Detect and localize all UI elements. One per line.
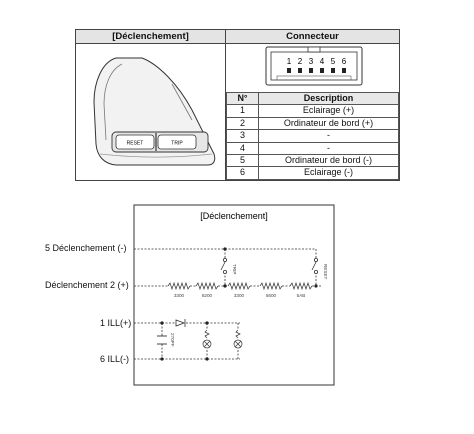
- pin-no: 6: [227, 167, 259, 179]
- resistor-value: 3300: [173, 293, 185, 298]
- resistor: [290, 283, 312, 289]
- resistor: [196, 283, 218, 289]
- pin-number: 3: [308, 57, 314, 66]
- diode: [176, 319, 185, 327]
- pin-number: 1: [286, 57, 292, 66]
- trip-label: TRIP: [171, 140, 183, 147]
- pin-no: 2: [227, 117, 259, 129]
- lamp-icon: [203, 330, 211, 348]
- capacitor-label: 270PF: [170, 333, 175, 347]
- trip-switch-label: TRIP: [232, 264, 237, 275]
- terminal-label-5: 5 Déclenchement (-): [45, 243, 127, 253]
- pin-number: 5: [330, 57, 336, 66]
- pin-desc: -: [259, 142, 399, 154]
- capacitor: [157, 336, 167, 344]
- diagram-title: [Déclenchement]: [200, 211, 268, 221]
- resistor: [228, 283, 250, 289]
- switch-header: [Déclenchement]: [76, 30, 226, 44]
- terminal-label-2: Déclenchement 2 (+): [45, 280, 129, 290]
- pin-desc: Eclairage (+): [259, 105, 399, 117]
- pin-desc: Eclairage (-): [259, 167, 399, 179]
- resistor-value: 5600: [265, 293, 277, 298]
- reset-label: RESET: [126, 140, 144, 147]
- resistor-value: 8200: [201, 293, 213, 298]
- column-header: Description: [259, 93, 399, 105]
- pin-number: 4: [319, 57, 325, 66]
- pin-desc: Ordinateur de bord (-): [259, 154, 399, 166]
- pin-no: 4: [227, 142, 259, 154]
- pin-no: 3: [227, 130, 259, 142]
- resistor-value: 3300: [233, 293, 245, 298]
- connector-header: Connecteur: [226, 30, 400, 44]
- pin-number: 6: [341, 57, 347, 66]
- lamp-icon: [234, 330, 242, 348]
- resistor: [168, 283, 190, 289]
- resistor: [260, 283, 282, 289]
- pin-desc: -: [259, 130, 399, 142]
- terminal-label-1: 1 ILL(+): [100, 318, 132, 328]
- resistor-value: 5AB: [296, 293, 306, 298]
- pin-desc: Ordinateur de bord (+): [259, 117, 399, 129]
- pin-number: 2: [297, 57, 303, 66]
- pin-no: 1: [227, 105, 259, 117]
- reset-switch-label: RESET: [323, 264, 328, 280]
- terminal-label-6: 6 ILL(-): [100, 354, 130, 364]
- column-header: N°: [227, 93, 259, 105]
- pin-no: 5: [227, 154, 259, 166]
